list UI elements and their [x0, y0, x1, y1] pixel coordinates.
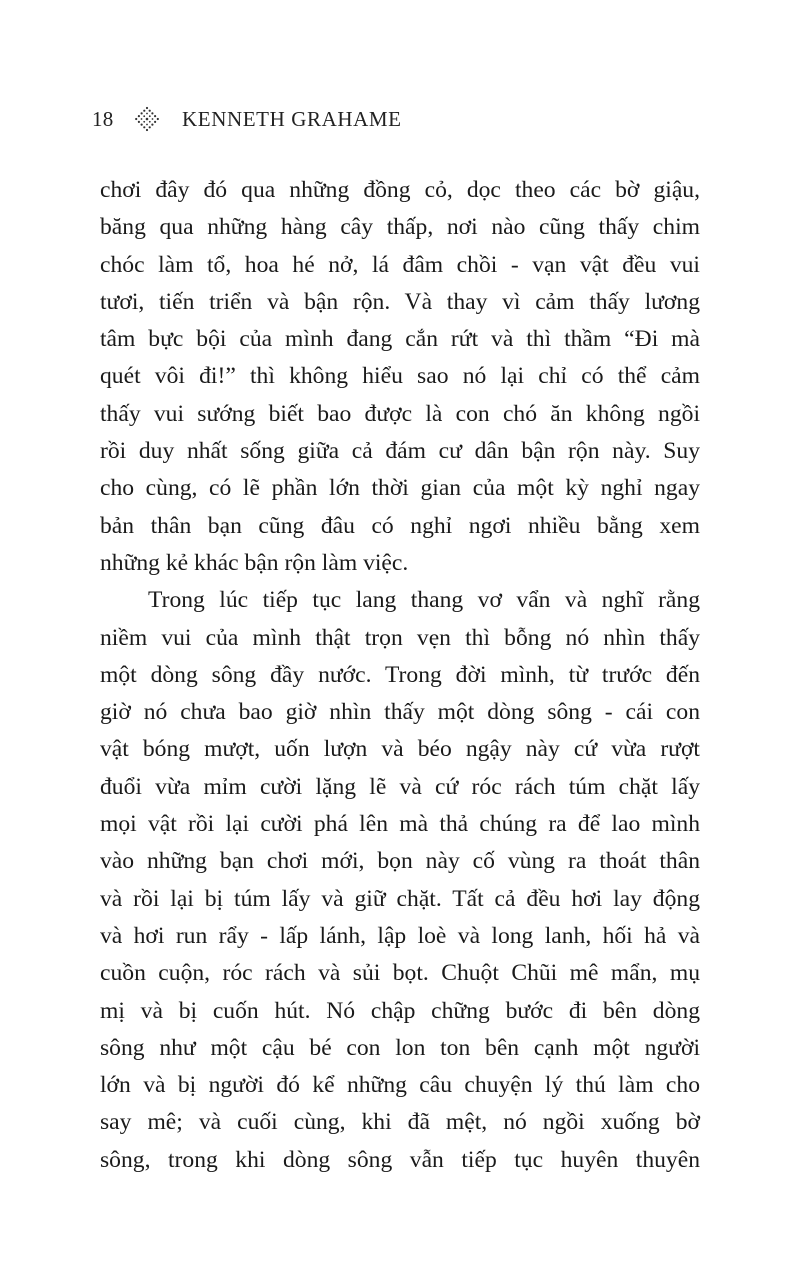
text-line: bản thân bạn cũng đâu có nghỉ ngơi nhiều bằng xem: [100, 512, 700, 539]
text-line: rồi duy nhất sống giữa cả đám cư dân bận rộn này. Suy: [100, 438, 700, 465]
text-line: đuổi vừa mỉm cười lặng lẽ và cứ róc rách túm chặt lấy: [100, 773, 700, 800]
text-line: những kẻ khác bận rộn làm việc.: [100, 549, 409, 576]
text-line: và rồi lại bị túm lấy và giữ chặt. Tất cả đều hơi lay động: [100, 885, 700, 912]
text-line: vào những bạn chơi mới, bọn này cố vùng ra thoát thân: [100, 848, 700, 875]
text-line: chóc làm tổ, hoa hé nở, lá đâm chồi - vạn vật đều vui: [100, 251, 700, 278]
paragraph-1: [100, 172, 700, 582]
text-line: vật bóng mượt, uốn lượn và béo ngậy này cứ vừa rượt: [100, 736, 700, 763]
text-line: quét vôi đi!” thì không hiểu sao nó lại chỉ có thể cảm: [100, 363, 700, 390]
page-number: 18: [92, 106, 114, 131]
text-line: chơi đây đó qua những đồng cỏ, dọc theo các bờ giậu,: [100, 177, 700, 203]
body-text: [100, 172, 700, 1179]
text-line: sông, trong khi dòng sông vẫn tiếp tục huyên thuyên: [100, 1146, 700, 1173]
text-line: giờ nó chưa bao giờ nhìn thấy một dòng sông - cái con: [100, 699, 700, 726]
text-line: sông như một cậu bé con lon ton bên cạnh một người: [100, 1034, 700, 1061]
text-line: băng qua những hàng cây thấp, nơi nào cũng thấy chim: [100, 214, 700, 241]
text-line: lớn và bị người đó kể những câu chuyện lý thú làm cho: [100, 1072, 700, 1099]
text-line: Trong lúc tiếp tục lang thang vơ vẩn và nghĩ rằng: [148, 587, 700, 614]
text-line: niềm vui của mình thật trọn vẹn thì bỗng nó nhìn thấy: [100, 624, 700, 651]
dotted-diamond-ornament-icon: [134, 106, 160, 132]
text-line: mọi vật rồi lại cười phá lên mà thả chúng ra để lao mình: [100, 811, 700, 838]
paragraph-2: [100, 582, 700, 1179]
running-head: [92, 104, 402, 134]
text-line: cuồn cuộn, róc rách và sủi bọt. Chuột Chũi mê mẩn, mụ: [100, 960, 700, 987]
text-line: và hơi run rẩy - lấp lánh, lập loè và long lanh, hối hả và: [100, 922, 700, 949]
text-line: một dòng sông đầy nước. Trong đời mình, từ trước đến: [100, 661, 700, 688]
text-line: tươi, tiến triển và bận rộn. Và thay vì cảm thấy lương: [100, 288, 700, 315]
text-line: cho cùng, có lẽ phần lớn thời gian của một kỳ nghỉ ngay: [100, 475, 700, 502]
text-line: thấy vui sướng biết bao được là con chó ăn không ngồi: [100, 400, 700, 427]
text-line: say mê; và cuối cùng, khi đã mệt, nó ngồi xuống bờ: [100, 1109, 700, 1136]
running-title: KENNETH GRAHAME: [182, 106, 402, 131]
text-line: tâm bực bội của mình đang cắn rứt và thì thầm “Đi mà: [100, 326, 700, 353]
text-line: mị và bị cuốn hút. Nó chập chững bước đi bên dòng: [100, 997, 700, 1024]
